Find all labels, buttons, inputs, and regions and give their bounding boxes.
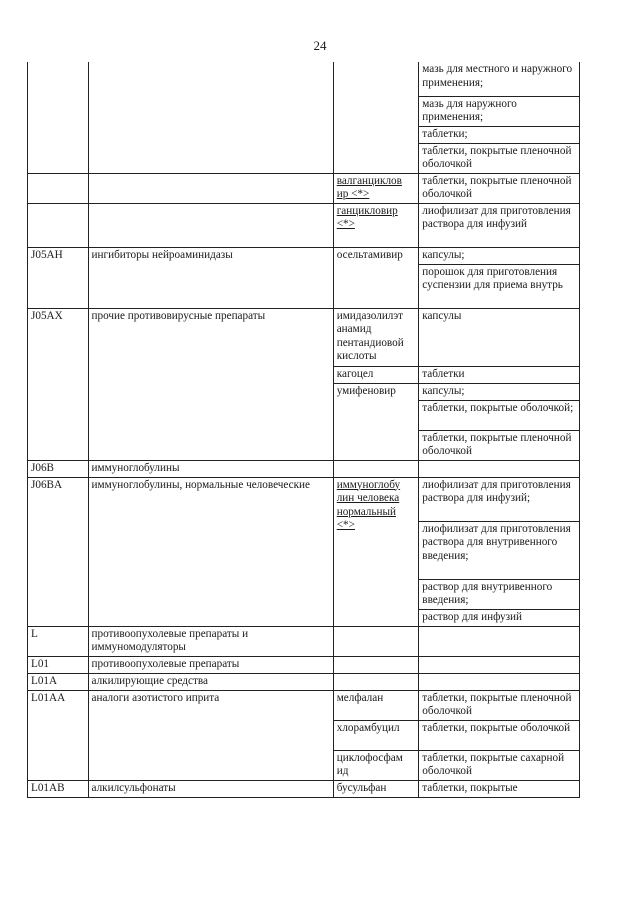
dosage-form-cell (419, 673, 580, 690)
drug-name-cell (333, 656, 419, 673)
drug-name-cell: бусульфан (333, 780, 419, 797)
drug-name-cell (333, 173, 419, 203)
dosage-form-cell (419, 460, 580, 477)
dosage-form-cell: капсулы (419, 308, 580, 366)
table-row (28, 173, 580, 203)
atc-name-cell (88, 173, 333, 203)
dosage-form-cell: порошок для приготовления суспензии для приема внутрь (419, 264, 580, 308)
atc-code-cell (28, 203, 89, 247)
table-row (28, 203, 580, 247)
dosage-form-cell: таблетки, покрытые оболочкой; (419, 400, 580, 430)
drug-name-cell: кагоцел (333, 366, 419, 383)
table-row (28, 477, 580, 521)
drug-table (27, 62, 580, 798)
drug-link[interactable]: валганциклов ир <*> (336, 174, 402, 200)
table-row (28, 690, 580, 720)
drug-name-cell: умифеновир (333, 383, 419, 460)
dosage-form-cell: таблетки, покрытые пленочной оболочкой (419, 690, 580, 720)
atc-name-cell: иммуноглобулины, нормальные человеческие (88, 477, 333, 626)
table-row (28, 308, 580, 366)
drug-name-cell: мелфалан (333, 690, 419, 720)
atc-name-cell: прочие противовирусные препараты (88, 308, 333, 460)
dosage-form-cell (419, 656, 580, 673)
table-row (28, 626, 580, 656)
atc-name-cell: алкилсульфонаты (88, 780, 333, 797)
atc-code-cell: L (28, 626, 89, 656)
drug-name-cell (333, 626, 419, 656)
dosage-form-cell: мазь для наружного применения; (419, 96, 580, 126)
dosage-form-cell: лиофилизат для приготовления раствора для инфузий; (419, 477, 580, 521)
dosage-form-cell: таблетки, покрытые (419, 780, 580, 797)
atc-code-cell: J05AX (28, 308, 89, 460)
atc-code-cell: L01A (28, 673, 89, 690)
atc-name-cell (88, 203, 333, 247)
dosage-form-cell: раствор для инфузий (419, 609, 580, 626)
table-row (28, 656, 580, 673)
dosage-form-cell: таблетки; (419, 126, 580, 143)
drug-name-cell: имидазолилэт анамид пентандиовой кислоты (333, 308, 419, 366)
atc-name-cell: противоопухолевые препараты (88, 656, 333, 673)
drug-name-cell (333, 673, 419, 690)
drug-name-cell: циклофосфам ид (333, 750, 419, 780)
dosage-form-cell: лиофилизат для приготовления раствора для инфузий (419, 203, 580, 247)
table-row (28, 460, 580, 477)
atc-name-cell: аналоги азотистого иприта (88, 690, 333, 780)
dosage-form-cell: раствор для внутривенного введения; (419, 579, 580, 609)
drug-name-cell: хлорамбуцил (333, 720, 419, 750)
atc-code-cell: L01 (28, 656, 89, 673)
dosage-form-cell: таблетки, покрытые оболочкой (419, 720, 580, 750)
dosage-form-cell: таблетки (419, 366, 580, 383)
drug-name-cell (333, 477, 419, 626)
dosage-form-cell: таблетки, покрытые пленочной оболочкой (419, 430, 580, 460)
atc-code-cell (28, 62, 89, 173)
atc-code-cell: L01AA (28, 690, 89, 780)
atc-code-cell: L01AB (28, 780, 89, 797)
drug-name-cell: осельтамивир (333, 247, 419, 308)
dosage-form-cell: таблетки, покрытые сахарной оболочкой (419, 750, 580, 780)
dosage-form-cell (419, 626, 580, 656)
atc-code-cell (28, 173, 89, 203)
dosage-form-cell: лиофилизат для приготовления раствора для внутривенного введения; (419, 521, 580, 579)
drug-link[interactable]: ганцикловир <*> (336, 204, 398, 230)
atc-name-cell: противоопухолевые препараты и иммуномодуляторы (88, 626, 333, 656)
drug-name-cell (333, 62, 419, 173)
atc-name-cell: алкилирующие средства (88, 673, 333, 690)
page-number: 24 (313, 38, 327, 53)
table-row (28, 673, 580, 690)
drug-table-body (28, 62, 580, 797)
table-row (28, 247, 580, 264)
atc-code-cell: J06BA (28, 477, 89, 626)
dosage-form-cell: капсулы; (419, 383, 580, 400)
atc-code-cell: J05AH (28, 247, 89, 308)
table-row (28, 62, 580, 96)
drug-name-cell (333, 203, 419, 247)
drug-name-cell (333, 460, 419, 477)
dosage-form-cell: капсулы; (419, 247, 580, 264)
atc-name-cell: ингибиторы нейроаминидазы (88, 247, 333, 308)
atc-name-cell (88, 62, 333, 173)
atc-code-cell: J06B (28, 460, 89, 477)
atc-name-cell: иммуноглобулины (88, 460, 333, 477)
dosage-form-cell: таблетки, покрытые пленочной оболочкой (419, 143, 580, 173)
drug-link[interactable]: иммуноглобу лин человека нормальный <*> (336, 478, 401, 531)
dosage-form-cell: таблетки, покрытые пленочной оболочкой (419, 173, 580, 203)
table-row (28, 780, 580, 797)
dosage-form-cell: мазь для местного и наружного применения; (419, 62, 580, 96)
